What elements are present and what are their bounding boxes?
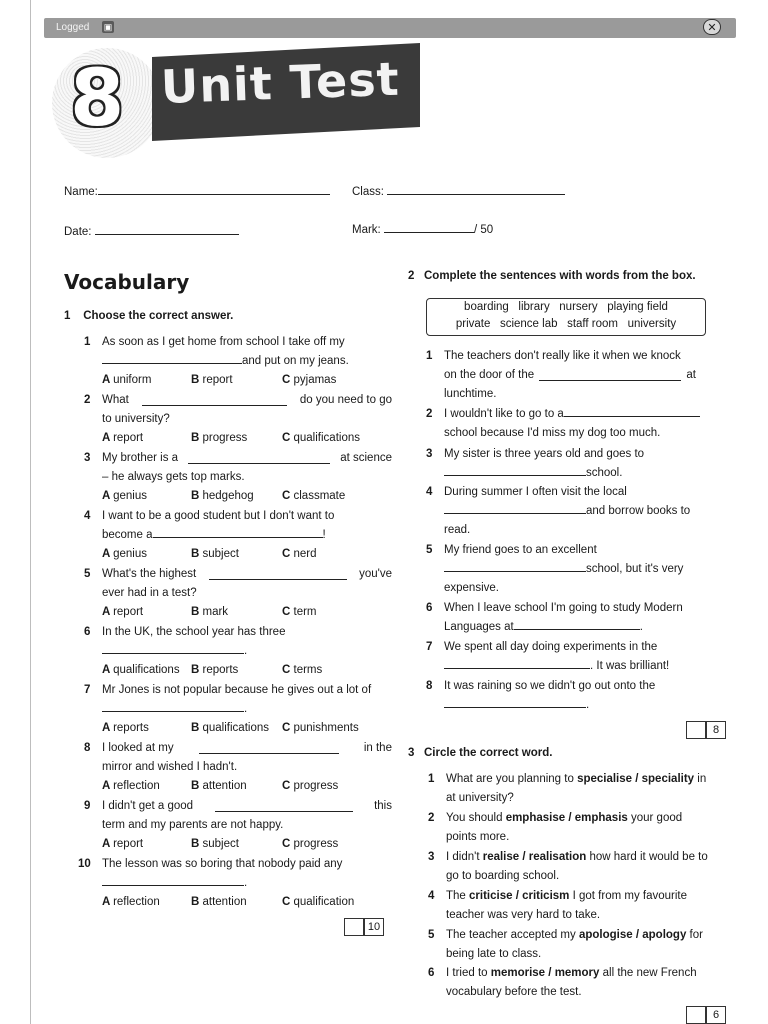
option-letter: A <box>102 548 114 560</box>
option-letter: C <box>282 722 294 734</box>
question-line <box>102 858 392 870</box>
question-number: 4 <box>426 486 433 498</box>
question-number: 1 <box>84 336 91 348</box>
option-text: progress <box>293 780 339 792</box>
exercise3-score <box>686 1006 726 1024</box>
question-text: all the new French <box>599 967 697 979</box>
option-a[interactable] <box>102 490 147 502</box>
question-text: I looked at my <box>102 742 174 754</box>
answer-blank[interactable] <box>153 537 323 538</box>
option-c[interactable] <box>282 432 360 444</box>
question-text: do you need to go <box>299 394 392 406</box>
question-line <box>102 568 392 580</box>
option-letter: A <box>102 490 114 502</box>
score-box: 6 <box>706 1006 726 1024</box>
question-number: 8 <box>426 680 433 692</box>
option-letter: B <box>191 606 203 618</box>
question-text: lunchtime. <box>444 388 497 400</box>
question-text: ! <box>322 529 326 541</box>
answer-blank[interactable] <box>102 711 244 712</box>
question-text: and borrow books to <box>586 505 691 517</box>
word-separator: / <box>519 851 529 863</box>
question-text: become a <box>102 529 153 541</box>
question-text: I tried to <box>446 967 491 979</box>
option-a[interactable] <box>102 664 180 676</box>
question-line <box>444 408 696 420</box>
question-line <box>444 563 696 575</box>
question-line <box>444 350 696 362</box>
question-text: When I leave school I'm going to study Modern <box>444 602 683 614</box>
question-text: It was raining so we didn't go out onto the <box>444 680 656 692</box>
class-field[interactable] <box>352 186 565 198</box>
question-text: In the UK, the school year has three <box>102 626 286 638</box>
question-line <box>102 452 392 464</box>
option-letter: C <box>282 374 294 386</box>
option-letter: A <box>102 664 114 676</box>
exercise1-heading <box>64 310 233 322</box>
date-field[interactable] <box>64 226 239 238</box>
question-text: mirror and wished I hadn't. <box>102 761 238 773</box>
word-separator: / <box>512 890 523 902</box>
question-text: I want to be a good student but I don't want to <box>102 510 335 522</box>
word-choice-1[interactable]: criticise <box>469 890 513 902</box>
name-field[interactable] <box>64 186 330 198</box>
question-line <box>102 800 392 812</box>
question-text: My brother is a <box>102 452 179 464</box>
question-text: Mr Jones is not popular because he gives out a lot of <box>102 684 372 696</box>
option-text: reports <box>113 722 149 734</box>
option-letter: A <box>102 432 114 444</box>
question-number: 6 <box>84 626 91 638</box>
option-a[interactable] <box>102 432 143 444</box>
option-letter: B <box>191 432 203 444</box>
question-line <box>102 684 392 696</box>
question-line <box>446 890 687 902</box>
option-letter: B <box>191 780 203 792</box>
question-number: 5 <box>84 568 91 580</box>
question-text: for <box>686 929 703 941</box>
question-number: 5 <box>428 929 435 941</box>
answer-blank[interactable] <box>215 800 353 812</box>
option-letter: A <box>102 838 114 850</box>
question-number: 2 <box>84 394 91 406</box>
option-text: report <box>202 374 233 386</box>
section-title-vocabulary: Vocabulary <box>64 270 190 294</box>
option-text: qualification <box>293 896 355 908</box>
word-box-line: boarding library nursery playing field <box>464 301 668 313</box>
answer-blank[interactable] <box>444 513 586 514</box>
score-blank-box <box>344 918 364 936</box>
option-text: genius <box>113 490 147 502</box>
question-text: at <box>686 369 696 381</box>
question-line <box>102 510 392 522</box>
word-choice-1[interactable]: emphasise <box>505 812 566 824</box>
option-a[interactable] <box>102 548 147 560</box>
option-b[interactable] <box>191 664 238 676</box>
option-letter: C <box>282 838 294 850</box>
option-text: reports <box>202 664 239 676</box>
page-title: Unit Test <box>160 51 401 114</box>
unit-number: 8 <box>70 54 125 144</box>
option-letter: C <box>282 606 294 618</box>
answer-blank[interactable] <box>444 571 586 572</box>
question-number: 4 <box>428 890 435 902</box>
question-text: The teachers don't really like it when we knock <box>444 350 681 362</box>
word-choice-2[interactable]: emphasis <box>574 812 628 824</box>
question-text: My sister is three years old and goes to <box>444 448 645 460</box>
option-text: progress <box>202 432 248 444</box>
word-choice-2[interactable]: speciality <box>641 773 695 785</box>
option-letter: A <box>102 780 114 792</box>
option-letter: B <box>191 838 203 850</box>
answer-blank[interactable] <box>444 475 586 476</box>
question-text: at science <box>340 452 392 464</box>
option-text: report <box>113 432 144 444</box>
question-line <box>446 851 708 863</box>
question-text: school. <box>586 467 623 479</box>
question-line <box>444 582 696 594</box>
question-line <box>102 877 247 889</box>
question-number: 2 <box>426 408 433 420</box>
answer-blank[interactable] <box>142 394 287 406</box>
word-choice-1[interactable]: specialise <box>577 773 633 785</box>
answer-blank[interactable] <box>564 416 700 417</box>
option-letter: B <box>191 664 203 676</box>
option-letter: C <box>282 432 294 444</box>
exercise1-score <box>344 918 384 936</box>
question-text: how hard it would be to <box>586 851 708 863</box>
question-number: 6 <box>428 967 435 979</box>
question-text: I wouldn't like to go to a <box>444 408 564 420</box>
question-number: 3 <box>428 851 435 863</box>
class-label: Class: <box>352 186 384 198</box>
score-box: 10 <box>364 918 384 936</box>
question-text: expensive. <box>444 582 499 594</box>
date-label: Date: <box>64 226 92 238</box>
option-c[interactable] <box>282 374 336 386</box>
question-number: 6 <box>426 602 433 614</box>
word-choice-2[interactable]: memory <box>554 967 600 979</box>
option-text: subject <box>202 548 239 560</box>
question-text: in the <box>363 742 392 754</box>
answer-blank[interactable] <box>102 885 244 886</box>
option-text: report <box>113 838 144 850</box>
word-box-line: private science lab staff room university <box>455 318 677 330</box>
word-separator: / <box>565 812 575 824</box>
name-label: Name: <box>64 186 98 198</box>
question-number: 3 <box>84 452 91 464</box>
question-text: What <box>102 394 129 406</box>
word-choice-2[interactable]: apology <box>642 929 687 941</box>
question-line <box>444 641 696 653</box>
question-line <box>446 812 682 824</box>
question-line: vocabulary before the test. <box>446 986 582 998</box>
question-text: school, but it's very <box>586 563 684 575</box>
option-text: qualifications <box>202 722 269 734</box>
option-letter: C <box>282 548 294 560</box>
option-c[interactable] <box>282 722 359 734</box>
question-text: school because I'd miss my dog too much. <box>444 427 661 439</box>
option-text: pyjamas <box>293 374 337 386</box>
option-a[interactable] <box>102 374 151 386</box>
question-line <box>102 703 247 715</box>
exercise1-number: 1 <box>64 310 71 322</box>
question-text: read. <box>444 524 471 536</box>
option-text: mark <box>202 606 229 618</box>
option-b[interactable] <box>191 722 269 734</box>
question-number: 1 <box>428 773 435 785</box>
answer-blank[interactable] <box>514 629 640 630</box>
option-b[interactable] <box>191 432 247 444</box>
word-choice-1[interactable]: realise <box>482 851 520 863</box>
question-line: at university? <box>446 792 514 804</box>
question-text: . <box>639 621 643 633</box>
question-text: I got from my favourite <box>569 890 688 902</box>
option-a[interactable] <box>102 780 160 792</box>
option-letter: B <box>191 722 203 734</box>
option-text: hedgehog <box>202 490 254 502</box>
question-text: The <box>446 890 470 902</box>
option-text: progress <box>293 838 339 850</box>
option-b[interactable] <box>191 780 247 792</box>
question-text: I didn't get a good <box>102 800 194 812</box>
question-text: The teacher accepted my <box>446 929 579 941</box>
close-button[interactable]: ✕ <box>703 19 721 35</box>
option-letter: A <box>102 896 114 908</box>
question-line <box>102 394 392 406</box>
question-line <box>444 486 696 498</box>
page-edge-line <box>30 0 31 1024</box>
logged-icon: ▣ <box>103 22 113 32</box>
option-letter: A <box>102 722 114 734</box>
option-text: reflection <box>113 780 160 792</box>
question-text: term and my parents are not happy. <box>102 819 284 831</box>
option-letter: A <box>102 374 114 386</box>
option-a[interactable] <box>102 896 160 908</box>
word-separator: / <box>545 967 555 979</box>
option-b[interactable] <box>191 606 228 618</box>
question-text: I didn't <box>446 851 483 863</box>
question-line <box>444 602 696 614</box>
question-line <box>102 413 170 425</box>
question-line <box>102 336 392 348</box>
question-number: 8 <box>84 742 91 754</box>
option-a[interactable] <box>102 838 143 850</box>
question-line <box>444 524 696 536</box>
option-text: genius <box>113 548 147 560</box>
option-letter: C <box>282 664 294 676</box>
question-text: this <box>374 800 392 812</box>
question-line <box>444 699 696 711</box>
question-line <box>102 761 237 773</box>
option-a[interactable] <box>102 722 149 734</box>
option-text: qualifications <box>113 664 180 676</box>
option-letter: C <box>282 896 294 908</box>
question-text: in <box>694 773 707 785</box>
question-line <box>102 626 392 638</box>
exercise1-instruction: Choose the correct answer. <box>83 310 234 322</box>
question-line <box>444 544 696 556</box>
option-letter: C <box>282 490 294 502</box>
option-text: attention <box>202 896 247 908</box>
question-line: being late to class. <box>446 948 542 960</box>
exercise2-heading <box>408 270 696 282</box>
question-text: – he always gets top marks. <box>102 471 245 483</box>
question-line <box>102 645 247 657</box>
question-line <box>102 529 326 541</box>
question-line <box>102 355 349 367</box>
question-number: 9 <box>84 800 91 812</box>
question-line <box>444 680 696 692</box>
question-line <box>446 773 706 785</box>
option-c[interactable] <box>282 490 345 502</box>
option-c[interactable] <box>282 780 338 792</box>
answer-blank[interactable] <box>102 653 244 654</box>
word-choice-1[interactable]: memorise <box>490 967 546 979</box>
exercise3-number: 3 <box>408 747 415 759</box>
question-number: 7 <box>84 684 91 696</box>
score-blank-box <box>686 1006 706 1024</box>
mark-total: / 50 <box>473 224 494 236</box>
question-line <box>444 660 696 672</box>
option-text: reflection <box>113 896 160 908</box>
option-c[interactable] <box>282 896 354 908</box>
question-line <box>444 369 696 381</box>
question-line <box>102 742 392 754</box>
mark-field[interactable] <box>352 224 493 236</box>
option-text: subject <box>202 838 239 850</box>
question-text: . <box>244 877 248 889</box>
question-text: you've <box>359 568 392 580</box>
exercise2-score <box>686 721 726 739</box>
question-text: . <box>244 703 248 715</box>
word-choice-2[interactable]: criticism <box>522 890 570 902</box>
question-line <box>444 467 696 479</box>
question-text: on the door of the <box>444 369 535 381</box>
option-text: classmate <box>293 490 346 502</box>
option-letter: B <box>191 896 203 908</box>
question-text: ever had in a test? <box>102 587 197 599</box>
exercise3-instruction: Circle the correct word. <box>424 747 553 759</box>
mark-label: Mark: <box>352 224 381 236</box>
question-line: go to boarding school. <box>446 870 560 882</box>
question-line <box>444 505 696 517</box>
option-b[interactable] <box>191 896 247 908</box>
question-line <box>446 967 697 979</box>
question-text: . <box>244 645 248 657</box>
question-number: 10 <box>78 858 91 870</box>
option-text: uniform <box>113 374 152 386</box>
option-a[interactable] <box>102 606 143 618</box>
top-bar <box>44 18 736 38</box>
option-letter: B <box>191 548 203 560</box>
option-text: nerd <box>293 548 317 560</box>
logged-label: Logged <box>56 22 90 33</box>
question-line <box>444 448 696 460</box>
answer-blank[interactable] <box>539 369 681 381</box>
answer-blank[interactable] <box>209 568 347 580</box>
score-box: 8 <box>706 721 726 739</box>
word-choice-1[interactable]: apologise <box>578 929 633 941</box>
question-line <box>444 388 696 400</box>
question-number: 5 <box>426 544 433 556</box>
option-letter: B <box>191 490 203 502</box>
question-number: 2 <box>428 812 435 824</box>
answer-blank[interactable] <box>444 668 590 669</box>
word-box <box>426 298 706 336</box>
question-line <box>102 819 283 831</box>
option-text: report <box>113 606 144 618</box>
question-text: What are you planning to <box>446 773 578 785</box>
exercise2-number: 2 <box>408 270 415 282</box>
option-c[interactable] <box>282 606 317 618</box>
option-b[interactable] <box>191 490 254 502</box>
score-blank-box <box>686 721 706 739</box>
question-number: 4 <box>84 510 91 522</box>
question-text: What's the highest <box>102 568 197 580</box>
question-line <box>444 427 696 439</box>
question-number: 1 <box>426 350 433 362</box>
option-text: qualifications <box>293 432 360 444</box>
option-letter: A <box>102 606 114 618</box>
option-text: attention <box>202 780 247 792</box>
question-line <box>102 587 197 599</box>
question-line <box>102 471 245 483</box>
question-text: My friend goes to an excellent <box>444 544 597 556</box>
answer-blank[interactable] <box>444 707 586 708</box>
question-text: your good <box>627 812 683 824</box>
word-separator: / <box>632 929 643 941</box>
question-text: . <box>586 699 590 711</box>
option-b[interactable] <box>191 374 233 386</box>
option-letter: C <box>282 780 294 792</box>
question-text: As soon as I get home from school I take off my <box>102 336 345 348</box>
question-text: to university? <box>102 413 170 425</box>
answer-blank[interactable] <box>199 742 339 754</box>
option-c[interactable] <box>282 838 338 850</box>
answer-blank[interactable] <box>102 363 242 364</box>
question-number: 3 <box>426 448 433 460</box>
question-line <box>446 929 703 941</box>
question-line: points more. <box>446 831 510 843</box>
question-text: We spent all day doing experiments in the <box>444 641 658 653</box>
option-text: terms <box>293 664 323 676</box>
word-choice-2[interactable]: realisation <box>528 851 587 863</box>
question-text: You should <box>446 812 506 824</box>
question-text: and put on my jeans. <box>242 355 349 367</box>
option-b[interactable] <box>191 838 239 850</box>
exercise3-heading <box>408 747 552 759</box>
question-text: . It was brilliant! <box>590 660 670 672</box>
option-letter: B <box>191 374 203 386</box>
question-line: teacher was very hard to take. <box>446 909 601 921</box>
option-text: punishments <box>293 722 359 734</box>
word-separator: / <box>632 773 642 785</box>
option-b[interactable] <box>191 548 239 560</box>
question-text: The lesson was so boring that nobody paid any <box>102 858 343 870</box>
exercise2-instruction: Complete the sentences with words from the box. <box>424 270 696 282</box>
question-text: During summer I often visit the local <box>444 486 627 498</box>
option-c[interactable] <box>282 548 317 560</box>
answer-blank[interactable] <box>188 452 330 464</box>
question-number: 7 <box>426 641 433 653</box>
option-c[interactable] <box>282 664 322 676</box>
question-line <box>444 621 696 633</box>
option-text: term <box>293 606 317 618</box>
question-text: Languages at <box>444 621 514 633</box>
